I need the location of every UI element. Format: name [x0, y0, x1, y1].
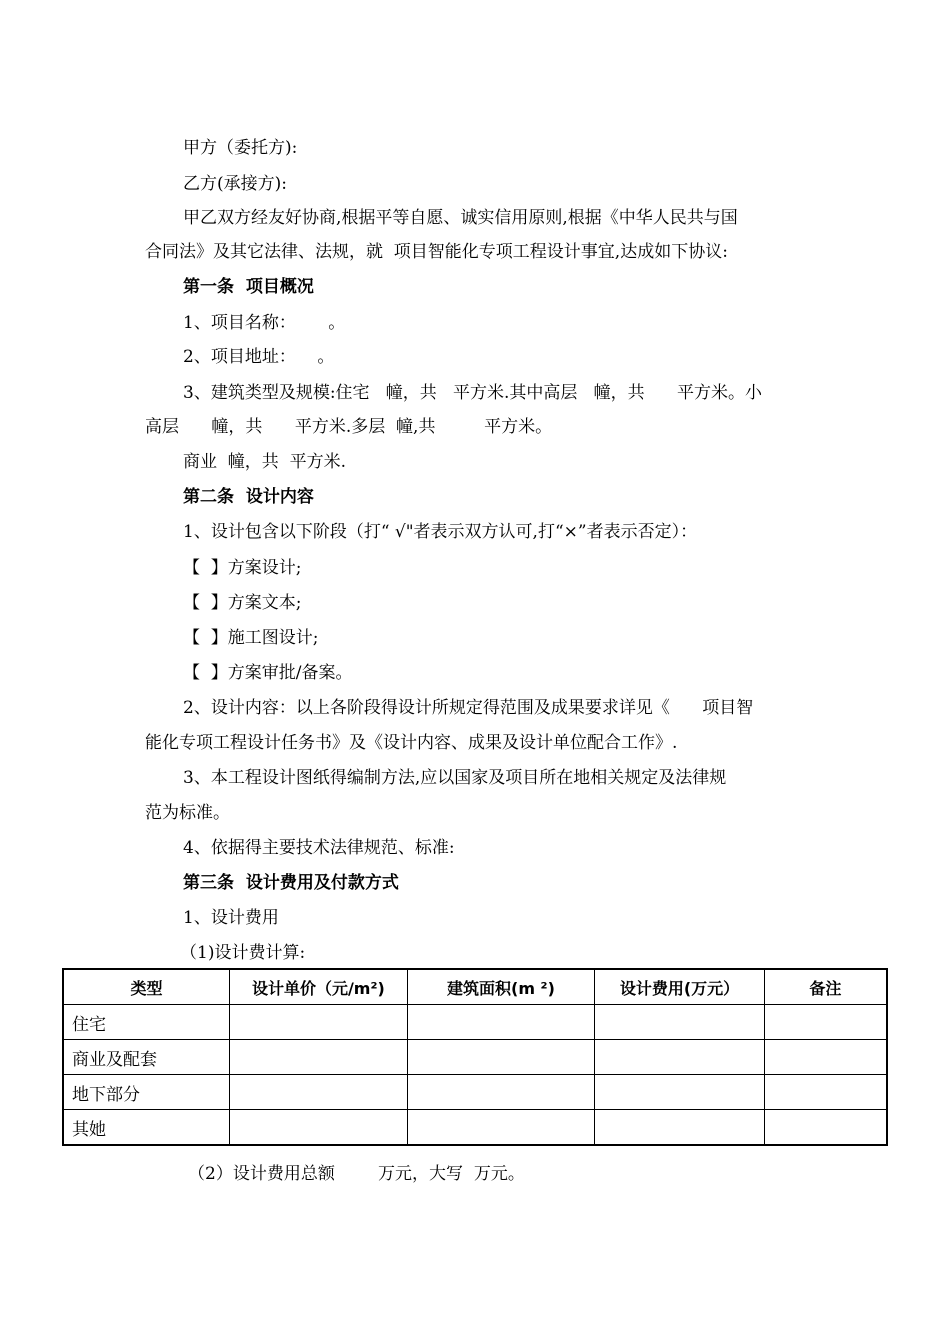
design-fee-heading: 1、设计费用 [183, 908, 279, 928]
table-row [63, 1075, 887, 1110]
cell-remarks [764, 1075, 887, 1110]
cell-unit-price [230, 1075, 408, 1110]
article1-heading: 第一条 项目概况 [183, 277, 314, 297]
design-stages-line: 1、设计包含以下阶段（打“ √"者表示双方认可,打“×”者表示否定）： [183, 522, 698, 542]
fee-table [62, 968, 888, 1146]
cell-unit-price [230, 1005, 408, 1040]
commercial-scale-line: 商业 幢，共 平方米. [183, 452, 347, 472]
stage-option-scheme-text: 【 】方案文本; [183, 593, 302, 613]
drawing-method-line2: 范为标准。 [145, 803, 230, 823]
stage-option-construction-drawing: 【 】施工图设计; [183, 628, 319, 648]
cell-area [407, 1110, 594, 1146]
cell-type: 地下部分 [63, 1075, 230, 1110]
cell-type: 商业及配套 [63, 1040, 230, 1075]
fee-table-header-row [63, 969, 887, 1005]
cell-area [407, 1040, 594, 1075]
technical-standards-line: 4、依据得主要技术法律规范、标准: [183, 838, 455, 858]
design-content-line1: 2、设计内容：以上各阶段得设计所规定得范围及成果要求详见《 项目智 [183, 698, 754, 718]
cell-remarks [764, 1040, 887, 1075]
building-scale-line1: 3、建筑类型及规模:住宅 幢，共 平方米.其中高层 幢，共 平方米。小 [183, 383, 763, 403]
intro-paragraph-line2: 合同法》及其它法律、法规，就 项目智能化专项工程设计事宜,达成如下协议: [145, 242, 728, 262]
drawing-method-line1: 3、本工程设计图纸得编制方法,应以国家及项目所在地相关规定及法律规 [183, 768, 727, 788]
cell-type: 其她 [63, 1110, 230, 1146]
building-scale-line2: 高层 幢，共 平方米.多层 幢,共 平方米。 [145, 417, 553, 437]
column-header-area: 建筑面积(m ²) [407, 969, 594, 1005]
cell-remarks [764, 1110, 887, 1146]
party-a-line: 甲方（委托方): [183, 138, 298, 158]
project-address-line: 2、项目地址： 。 [183, 347, 335, 367]
cell-unit-price [230, 1110, 408, 1146]
table-row [63, 1040, 887, 1075]
cell-fee [595, 1040, 765, 1075]
stage-option-approval: 【 】方案审批/备案。 [183, 663, 353, 683]
stage-option-scheme-design: 【 】方案设计; [183, 558, 302, 578]
cell-area [407, 1005, 594, 1040]
cell-fee [595, 1005, 765, 1040]
intro-paragraph-line1: 甲乙双方经友好协商,根据平等自愿、诚实信用原则,根据《中华人民共与国 [183, 208, 738, 228]
cell-area [407, 1075, 594, 1110]
column-header-unit-price: 设计单价（元/m²) [230, 969, 408, 1005]
project-name-line: 1、项目名称： 。 [183, 313, 346, 333]
column-header-fee: 设计费用(万元） [595, 969, 765, 1005]
column-header-remarks: 备注 [764, 969, 887, 1005]
cell-type: 住宅 [63, 1005, 230, 1040]
cell-unit-price [230, 1040, 408, 1075]
column-header-type: 类型 [63, 969, 230, 1005]
article2-heading: 第二条 设计内容 [183, 487, 314, 507]
cell-remarks [764, 1005, 887, 1040]
cell-fee [595, 1075, 765, 1110]
total-fee-line: （2）设计费用总额 万元，大写 万元。 [188, 1164, 525, 1184]
table-row [63, 1110, 887, 1146]
article3-heading: 第三条 设计费用及付款方式 [183, 873, 399, 893]
design-content-line2: 能化专项工程设计任务书》及《设计内容、成果及设计单位配合工作》. [145, 733, 678, 753]
party-b-line: 乙方(承接方): [183, 174, 287, 194]
fee-calculation-label: （1)设计费计算: [180, 943, 306, 963]
cell-fee [595, 1110, 765, 1146]
table-row [63, 1005, 887, 1040]
